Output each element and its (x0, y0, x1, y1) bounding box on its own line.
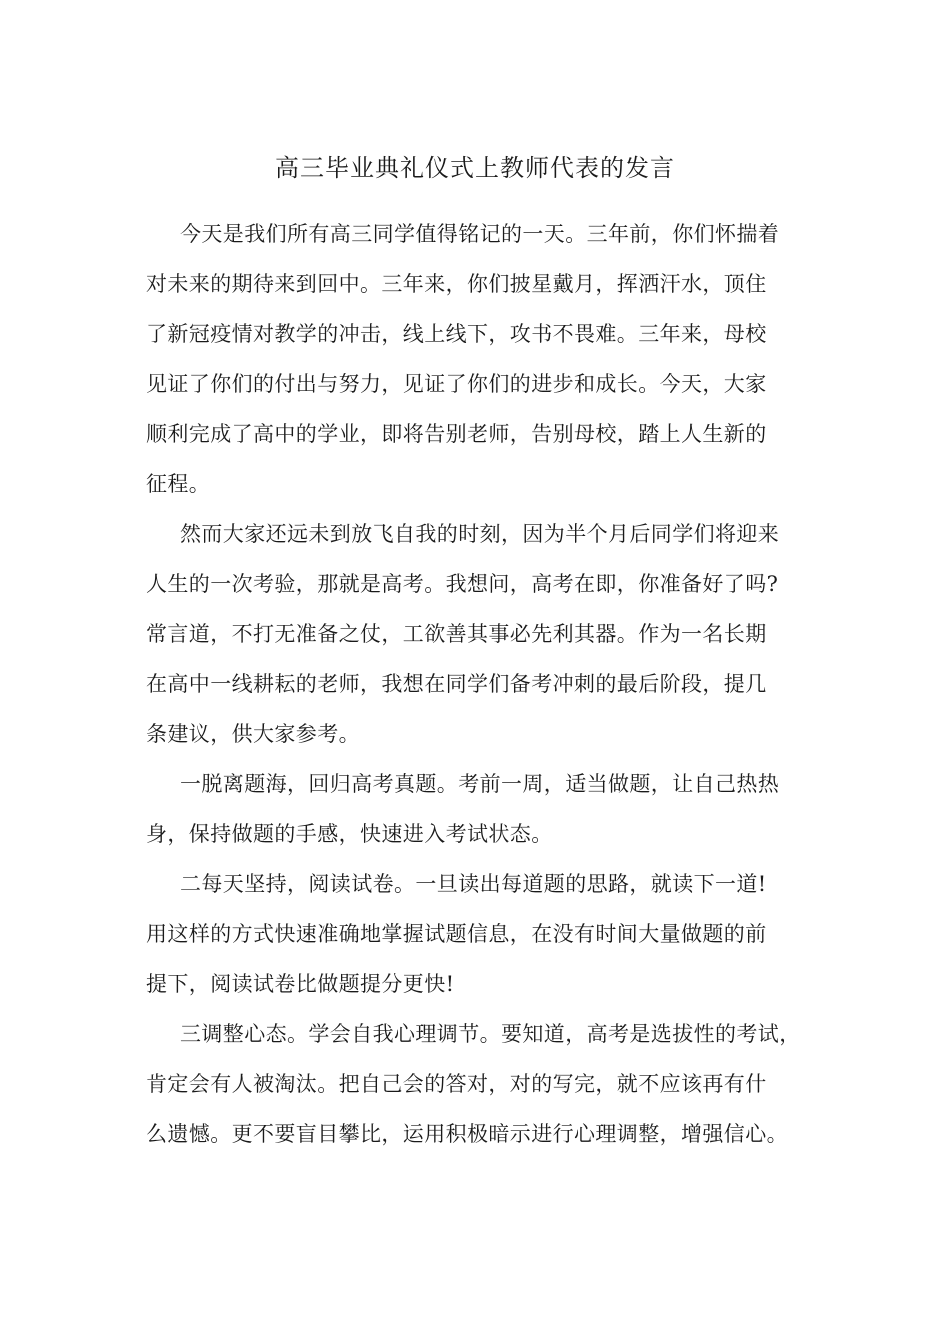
paragraph-1-line-4: 见证了你们的付出与努力，见证了你们的进步和成长。今天，大家 (146, 372, 767, 396)
document-title: 高三毕业典礼仪式上教师代表的发言 (275, 154, 675, 182)
paragraph-1-line-3: 了新冠疫情对教学的冲击，线上线下，攻书不畏难。三年来，母校 (146, 322, 767, 346)
paragraph-1-line-6: 征程。 (146, 472, 211, 496)
paragraph-2-line-1: 然而大家还远未到放飞自我的时刻，因为半个月后同学们将迎来 (180, 522, 780, 546)
paragraph-3-line-1: 一脱离题海，回归高考真题。考前一周，适当做题，让自己热热 (180, 772, 780, 796)
paragraph-4-line-2: 用这样的方式快速准确地掌握试题信息，在没有时间大量做题的前 (146, 922, 767, 946)
paragraph-5-line-2: 肯定会有人被淘汰。把自己会的答对，对的写完，就不应该再有什 (146, 1072, 767, 1096)
paragraph-3-line-2: 身，保持做题的手感，快速进入考试状态。 (146, 822, 553, 846)
paragraph-5-line-3: 么遗憾。更不要盲目攀比，运用积极暗示进行心理调整，增强信心。 (146, 1122, 788, 1146)
paragraph-4-line-3: 提下，阅读试卷比做题提分更快! (146, 972, 455, 996)
paragraph-2-line-3: 常言道，不打无准备之仗，工欲善其事必先利其器。作为一名长期 (146, 622, 767, 646)
paragraph-1-line-2: 对未来的期待来到回中。三年来，你们披星戴月，挥洒汗水，顶住 (146, 272, 767, 296)
paragraph-1-line-1: 今天是我们所有高三同学值得铭记的一天。三年前，你们怀揣着 (180, 222, 780, 246)
paragraph-5-line-1: 三调整心态。学会自我心理调节。要知道，高考是选拔性的考试， (180, 1022, 801, 1046)
paragraph-2-line-4: 在高中一线耕耘的老师，我想在同学们备考冲刺的最后阶段，提几 (146, 672, 767, 696)
paragraph-4-line-1: 二每天坚持，阅读试卷。一旦读出每道题的思路，就读下一道! (180, 872, 767, 896)
paragraph-1-line-5: 顺利完成了高中的学业，即将告别老师，告别母校，踏上人生新的 (146, 422, 767, 446)
paragraph-2-line-5: 条建议，供大家参考。 (146, 722, 360, 746)
paragraph-2-line-2: 人生的一次考验，那就是高考。我想问，高考在即，你准备好了吗? (146, 572, 779, 596)
